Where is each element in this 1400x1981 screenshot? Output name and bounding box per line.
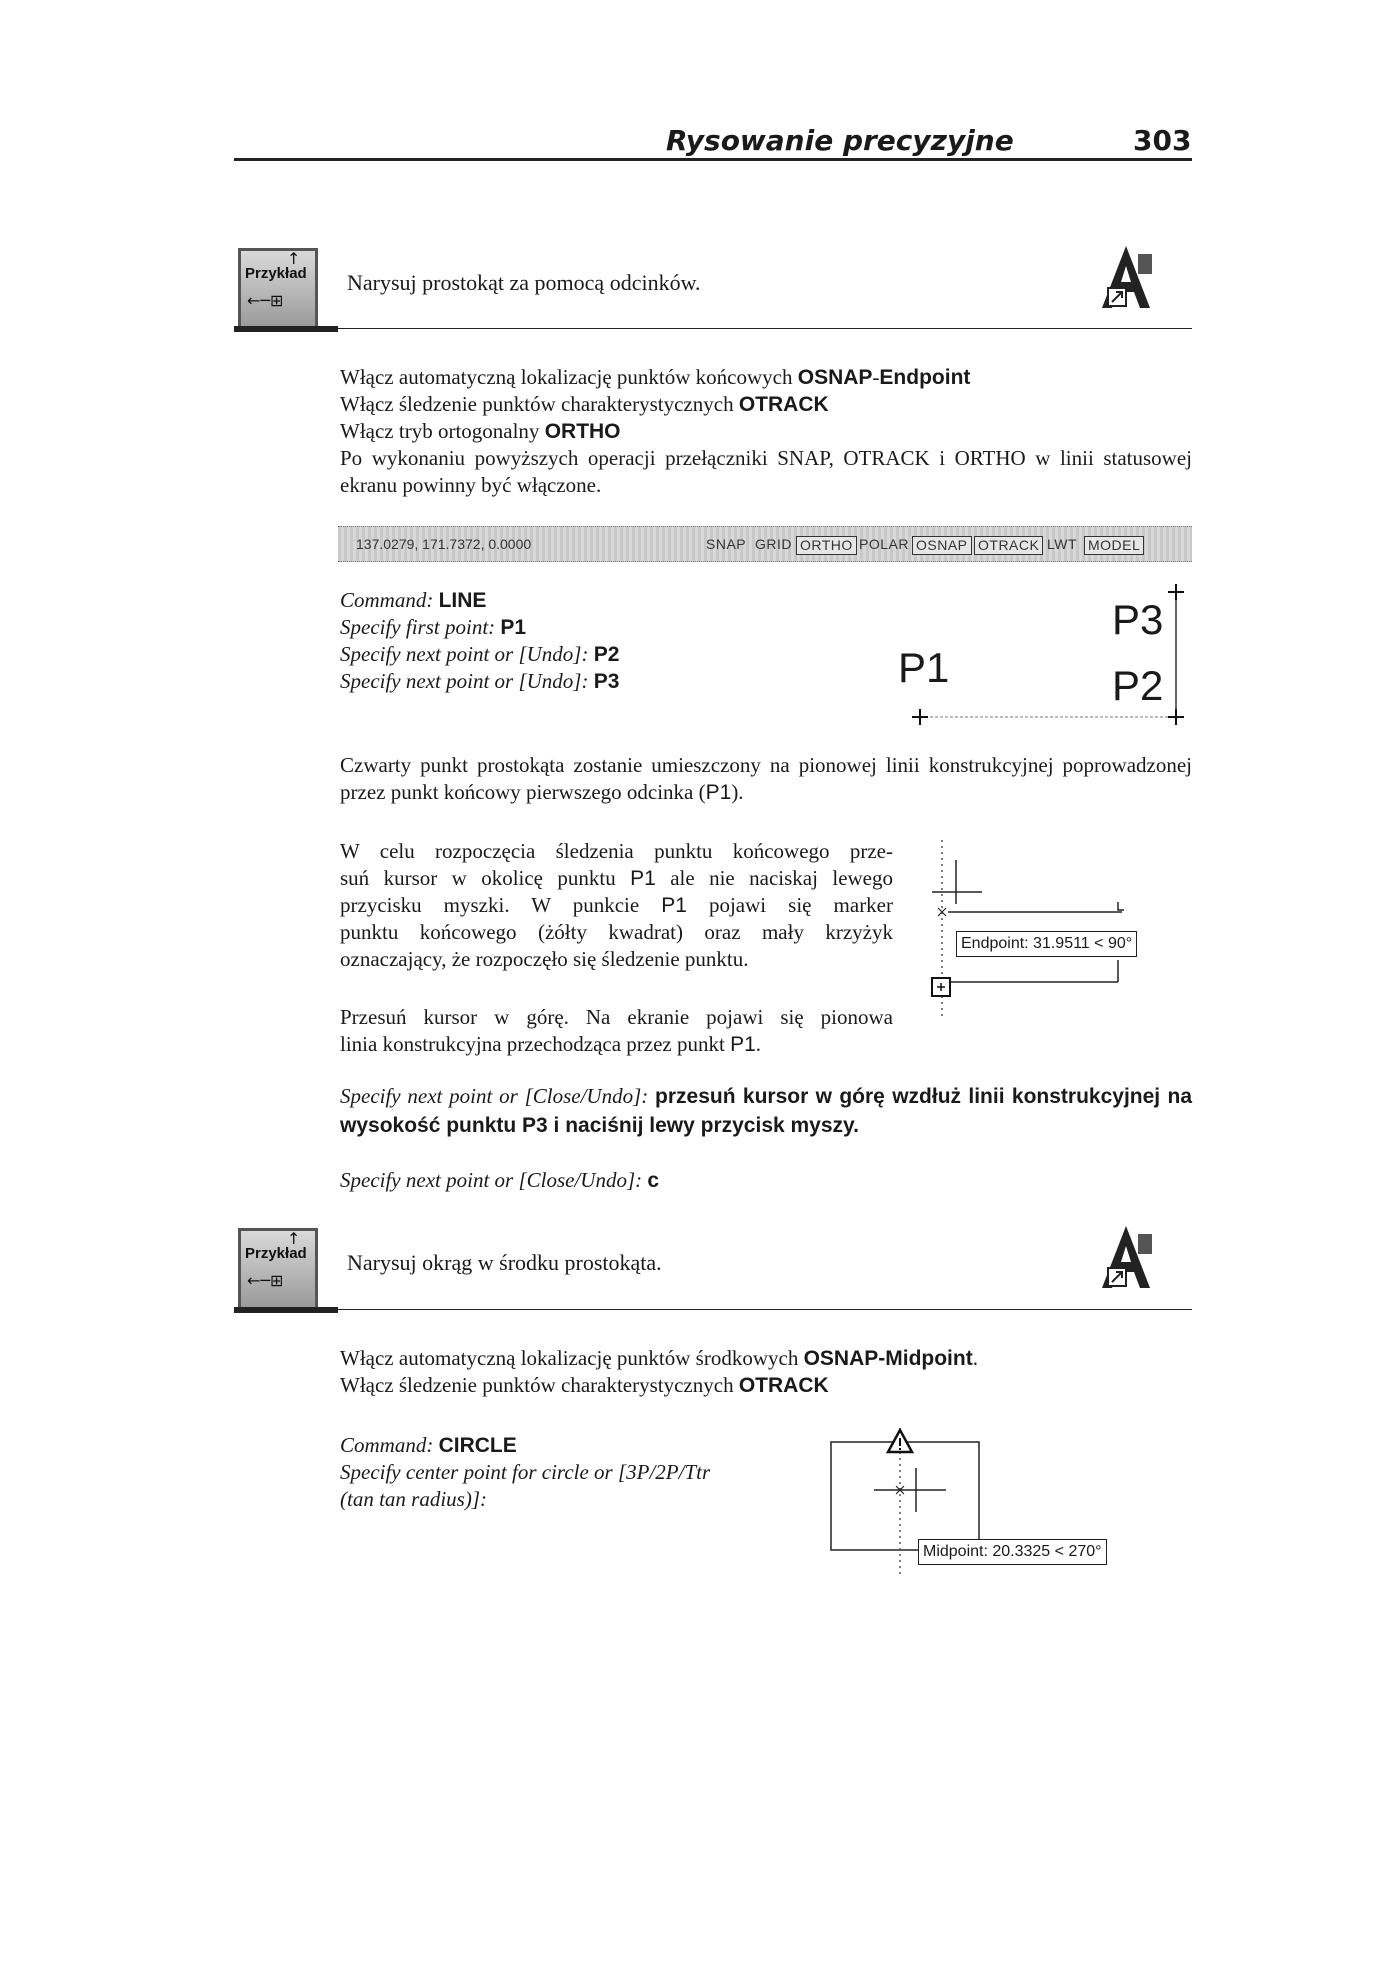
example2-rule: [234, 1309, 1192, 1310]
page-number: 303: [1133, 124, 1192, 157]
status-coordinates: 137.0279, 171.7372, 0.0000: [356, 536, 532, 552]
paragraph-fourth-point: Czwarty punkt prostokąta zostanie umieszczony na pionowej linii konstrukcyjnej poprowadzonej przez punkt końcowy pierwszego odcinka (P1).: [340, 753, 1192, 804]
instruction-osnap-endpoint: Włącz automatyczną lokalizację punktów końcowych OSNAP-Endpoint: [340, 365, 971, 389]
figure-midpoint-tracking: [830, 1428, 1150, 1578]
point-label-p3: P3: [1112, 596, 1164, 643]
running-header-title: Rysowanie precyzyjne: [666, 124, 1014, 157]
autocad-logo-icon: [1098, 1224, 1156, 1290]
command-close-undo-instruction: Specify next point or [Close/Undo]: przesuń kursor w górę wzdłuż linii konstrukcyjnej na wysokość punktu P3 i naciśnij lewy przycisk myszy.: [340, 1084, 1193, 1137]
midpoint-tooltip: Midpoint: 20.3325 < 270°: [918, 1539, 1107, 1565]
example-badge-icon: Przykład ↑ ←─⊞: [238, 248, 318, 330]
autocad-logo-icon: [1098, 244, 1156, 310]
status-ortho-button[interactable]: ORTHO: [796, 536, 857, 555]
example1-instructions: [340, 364, 1192, 499]
command-sequence-line: Command: LINE Specify first point: P1 Specify next point or [Undo]: P2 Specify next point or [Undo]: P3: [340, 588, 620, 693]
header-rule: [234, 158, 1192, 161]
point-label-p2: P2: [1112, 662, 1164, 709]
instruction-otrack: Włącz śledzenie punktów charakterystycznych OTRACK: [340, 1373, 829, 1397]
figure-line-points: [880, 580, 1200, 730]
paragraph-move-cursor: Przesuń kursor w górę. Na ekranie pojawi się pionowa linia konstrukcyjna przechodząca przez punkt P1.: [340, 1005, 893, 1056]
paragraph-status-switches: Po wykonaniu powyższych operacji przełączniki SNAP, OTRACK i ORTHO w linii statusowej ekranu powinny być włączone.: [340, 446, 1192, 497]
point-label-p1: P1: [898, 644, 950, 691]
example-badge-icon: Przykład ↑ ←─⊞: [238, 1228, 318, 1310]
endpoint-tooltip: Endpoint: 31.9511 < 90°: [956, 931, 1137, 957]
command-close: Specify next point or [Close/Undo]: c: [340, 1168, 660, 1192]
figure-endpoint-tracking: [920, 840, 1180, 1020]
instruction-osnap-midpoint: Włącz automatyczną lokalizację punktów środkowych OSNAP-Midpoint.: [340, 1346, 978, 1370]
example2-title: Narysuj okrąg w środku prostokąta.: [347, 1250, 662, 1275]
status-model-button[interactable]: MODEL: [1084, 536, 1144, 555]
status-osnap-button[interactable]: OSNAP: [912, 536, 972, 555]
instruction-otrack: Włącz śledzenie punktów charakterystycznych OTRACK: [340, 392, 829, 416]
status-bar: [338, 526, 1192, 562]
instruction-ortho: Włącz tryb ortogonalny ORTHO: [340, 419, 621, 443]
example1-rule: [234, 328, 1192, 329]
example2-instructions: [340, 1345, 978, 1399]
status-otrack-button[interactable]: OTRACK: [974, 536, 1043, 555]
paragraph-start-tracking: W celu rozpoczęcia śledzenia punktu końcowego prze- suń kursor w okolicę punktu P1 ale nie naciskaj lewego przycisku myszki. W punkcie P1 pojawi się marker punktu końcowego (żółty kwadrat) oraz mały krzyżyk oznaczający, że rozpoczęło się śledzenie punktu.: [340, 839, 893, 971]
status-grid-button[interactable]: GRID: [755, 536, 792, 552]
status-lwt-button[interactable]: LWT: [1047, 536, 1078, 552]
example1-title: Narysuj prostokąt za pomocą odcinków.: [347, 270, 701, 295]
status-snap-button[interactable]: SNAP: [706, 536, 747, 552]
command-sequence-circle: Command: CIRCLE Specify center point for circle or [3P/2P/Ttr (tan tan radius)]:: [340, 1433, 711, 1511]
status-polar-button[interactable]: POLAR: [859, 536, 909, 552]
